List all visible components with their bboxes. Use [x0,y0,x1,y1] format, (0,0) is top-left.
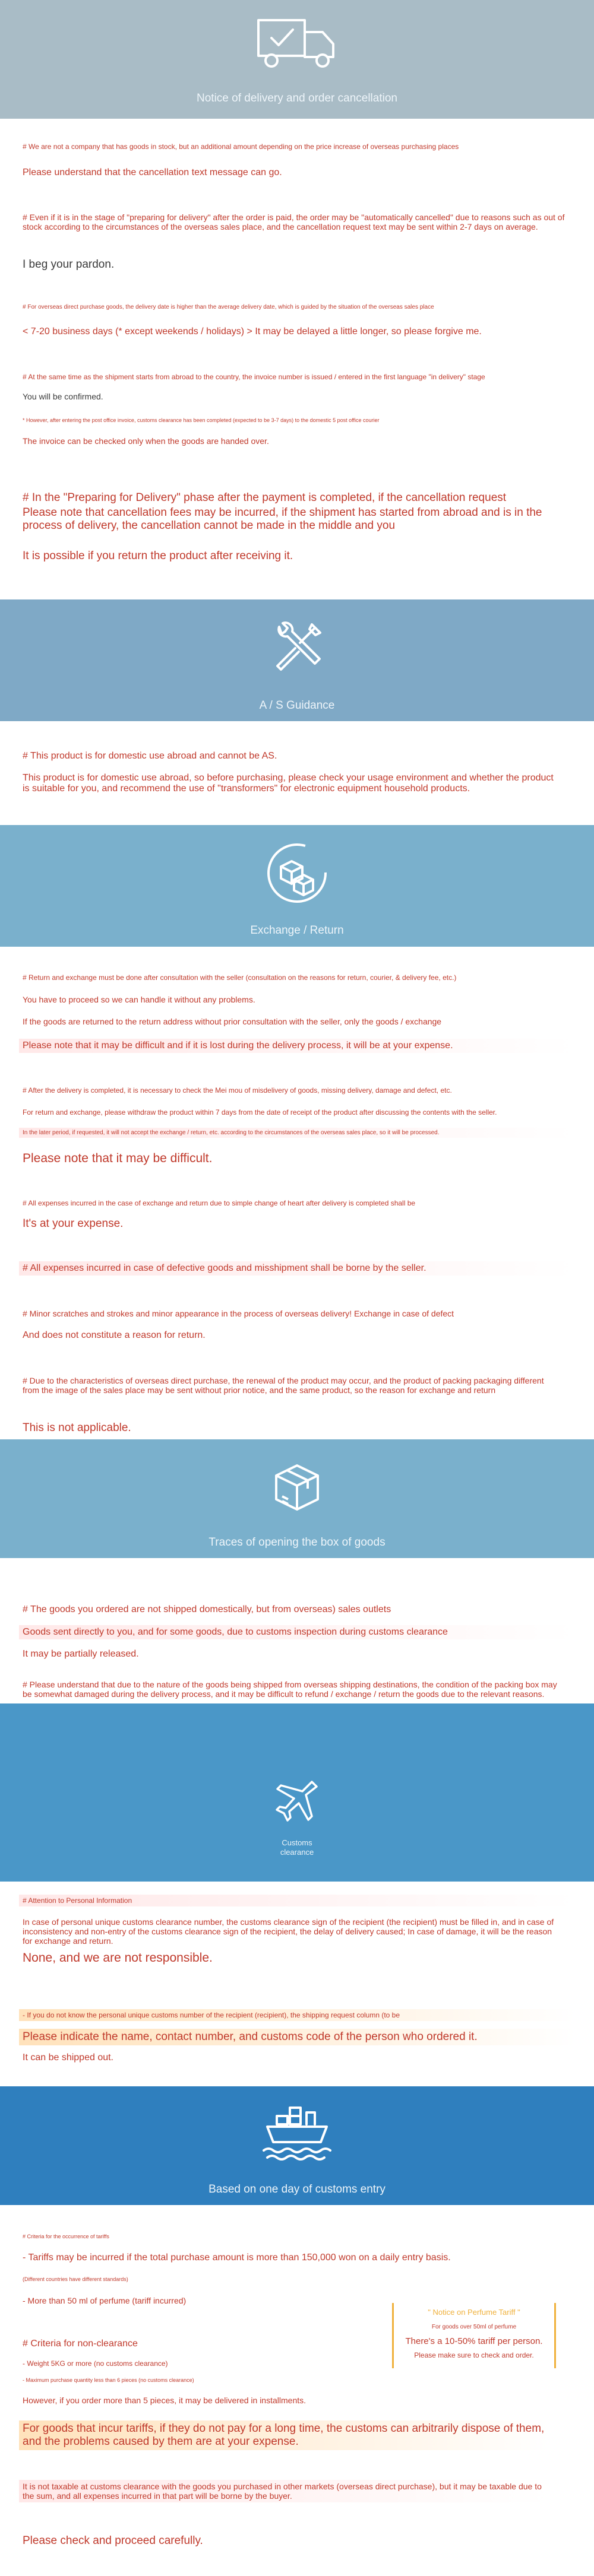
s3-line-12: # Minor scratches and strokes and minor appearance in the process of overseas delivery! Exchange in case of defect [23,1309,454,1318]
customs-entry-banner [0,2086,594,2205]
exchange-banner [0,825,594,947]
customs-entry-title: Based on one day of customs entry [208,2183,386,2196]
customs-title-1: Customs [282,1838,312,1847]
s6-line-11: Please check and proceed carefully. [23,2534,203,2547]
s6-line-10: It is not taxable at customs clearance with the goods you purchased in other markets (overseas direct purchase), but it may be taxable due to the sum, and all expenses incurred in that part will be borne by the buyer. [19,2480,549,2502]
s3-line-9: # All expenses incurred in the case of exchange and return due to simple change of heart after delivery is completed shall be [23,1199,416,1207]
tools-icon [264,615,330,680]
s1-line-5: # For overseas direct purchase goods, the delivery date is higher than the average delivery date, which is guided by the situation of the overseas sales place [23,304,434,310]
s3-line-8: Please note that it may be difficult. [23,1151,213,1165]
box-opening-banner [0,1439,594,1558]
delivery-banner [0,0,594,119]
s5-line-1: # Attention to Personal Information [19,1895,576,1906]
s3-line-11: # All expenses incurred in case of defective goods and misshipment shall be borne by the seller. [19,1261,576,1276]
s3-line-14: # Due to the characteristics of overseas direct purchase, the renewal of the product may occur, and the product of packing packaging different from the image of the sales place may be sent without prior notice, and the same product, so the reason for exchange and return [23,1376,544,1395]
s1-line-3: # Even if it is in the stage of "preparing for delivery" after the order is paid, the order may be "automatically cancelled" due to reasons such as out of stock according to the circumstances of the overseas sales place, and the cancellation request text may be sent within 2-7 days on average. [23,212,565,231]
notice-title: " Notice on Perfume Tariff " [428,2308,520,2317]
s3-line-3: If the goods are returned to the return address without prior consultation with the seller, only the goods / exchange [23,1017,442,1026]
s6-line-7: - Maximum purchase quantity less than 6 pieces (no customs clearance) [23,2377,194,2383]
s1-line-11: # In the "Preparing for Delivery" phase after the payment is completed, if the cancellation request [23,491,507,504]
s2-line-2: This product is for domestic use abroad, so before purchasing, please check your usage environment and whether the product is suitable for you, and recommend the use of "transformers" for electronic equipment household products. [23,773,554,794]
perfume-tariff-notice [392,2303,556,2368]
s3-line-13: And does not constitute a reason for return. [23,1330,206,1340]
s3-line-15: This is not applicable. [23,1422,131,1434]
s6-line-2: - Tariffs may be incurred if the total purchase amount is more than 150,000 won on a daily entry basis. [23,2253,451,2263]
s1-line-1: # We are not a company that has goods in stock, but an additional amount depending on the price increase of overseas purchasing places [23,142,459,151]
s5-line-5: Please indicate the name, contact number, and customs code of the person who ordered it. [19,2029,576,2045]
s3-line-5: # After the delivery is completed, it is necessary to check the Mei mou of misdelivery of goods, missing delivery, damage and defect, etc. [23,1086,452,1095]
plane-icon [270,1775,324,1828]
s1-line-9: * However, after entering the post office invoice, customs clearance has been completed (expected to be 3-7 days) to the domestic 5 post office courier [23,417,380,423]
s3-line-7: In the later period, if requested, it will not accept the exchange / return, etc. according to the circumstances of the overseas sales place, so it will be processed. [19,1128,576,1138]
as-title: A / S Guidance [259,699,335,712]
s6-line-5: # Criteria for non-clearance [23,2339,138,2349]
s1-line-13: It is possible if you return the product after receiving it. [23,550,293,562]
s6-line-6: - Weight 5KG or more (no customs clearance) [23,2359,168,2368]
s1-line-10: The invoice can be checked only when the goods are handed over. [23,436,269,446]
box-icon [264,1455,330,1520]
s4-line-2: Goods sent directly to you, and for some goods, due to customs inspection during customs clearance [19,1625,576,1639]
s1-line-8: You will be confirmed. [23,392,103,401]
s6-line-4: - More than 50 ml of perfume (tariff incurred) [23,2296,187,2305]
s6-line-8: However, if you order more than 5 pieces, it may be delivered in installments. [23,2396,307,2405]
notice-tariff: There's a 10-50% tariff per person. [405,2336,543,2346]
s4-line-4: # Please understand that due to the nature of the goods being shipped from overseas shipping destinations, the condition of the packing box may be somewhat damaged during the delivery process, and it may be difficult to refund / exchange / return the goods due to the relevant reasons. [23,1680,557,1699]
customs-banner [0,1703,594,1882]
delivery-title: Notice of delivery and order cancellation [197,92,397,104]
s1-line-7: # At the same time as the shipment starts from abroad to the country, the invoice number is issued / entered in the first language "in delivery" stage [23,373,485,381]
s5-line-2: In case of personal unique customs clearance number, the customs clearance sign of the recipient (the recipient) must be filled in, and in case of inconsistency and non-entry of the customs clearance sign of the recipient, the delay of delivery caused; In case of damage, it will be the reason for exchange and return. [23,1917,554,1946]
notice-subtitle: For goods over 50ml of perfume [431,2324,517,2330]
notice-check: Please make sure to check and order. [414,2351,534,2359]
s5-line-6: It can be shipped out. [23,2052,113,2063]
as-banner [0,599,594,721]
s5-line-4: - If you do not know the personal unique customs number of the recipient (recipient), the shipping request column (to be [19,2009,576,2021]
s1-line-6: < 7-20 business days (* except weekends / holidays) > It may be delayed a little longer, so please forgive me. [23,326,482,337]
boxes-icon [264,840,330,906]
ship-icon [255,2104,339,2163]
customs-title-2: clearance [280,1848,314,1857]
s3-line-10: It's at your expense. [23,1217,124,1230]
s2-line-1: # This product is for domestic use abroad and cannot be AS. [23,751,277,761]
s1-line-2: Please understand that the cancellation text message can go. [23,167,282,177]
s4-line-3: It may be partially released. [23,1649,139,1659]
s6-line-1: # Criteria for the occurrence of tariffs [23,2234,109,2239]
s1-line-12: Please note that cancellation fees may be incurred, if the shipment has started from abroad and is in the process of delivery, the cancellation cannot be made in the middle and you [23,506,542,532]
s5-line-3: None, and we are not responsible. [23,1951,213,1965]
s6-line-3: (Different countries have different standards) [23,2276,128,2282]
s3-line-4: Please note that it may be difficult and if it is lost during the delivery process, it will be at your expense. [19,1039,576,1053]
s6-line-9: For goods that incur tariffs, if they do not pay for a long time, the customs can arbitrarily dispose of them, and the problems caused by them are at your expense. [19,2420,549,2450]
exchange-title: Exchange / Return [250,924,344,937]
delivery-truck-icon [252,15,342,75]
s3-line-1: # Return and exchange must be done after consultation with the seller (consultation on the reasons for return, courier, & delivery fee, etc.) [23,973,457,982]
s1-line-4: I beg your pardon. [23,258,115,271]
s3-line-2: You have to proceed so we can handle it without any problems. [23,995,255,1004]
s3-line-6: For return and exchange, please withdraw the product within 7 days from the date of receipt of the product after discussing the contents with the seller. [23,1108,497,1116]
box-opening-title: Traces of opening the box of goods [208,1536,386,1549]
s4-line-1: # The goods you ordered are not shipped domestically, but from overseas) sales outlets [23,1604,391,1614]
